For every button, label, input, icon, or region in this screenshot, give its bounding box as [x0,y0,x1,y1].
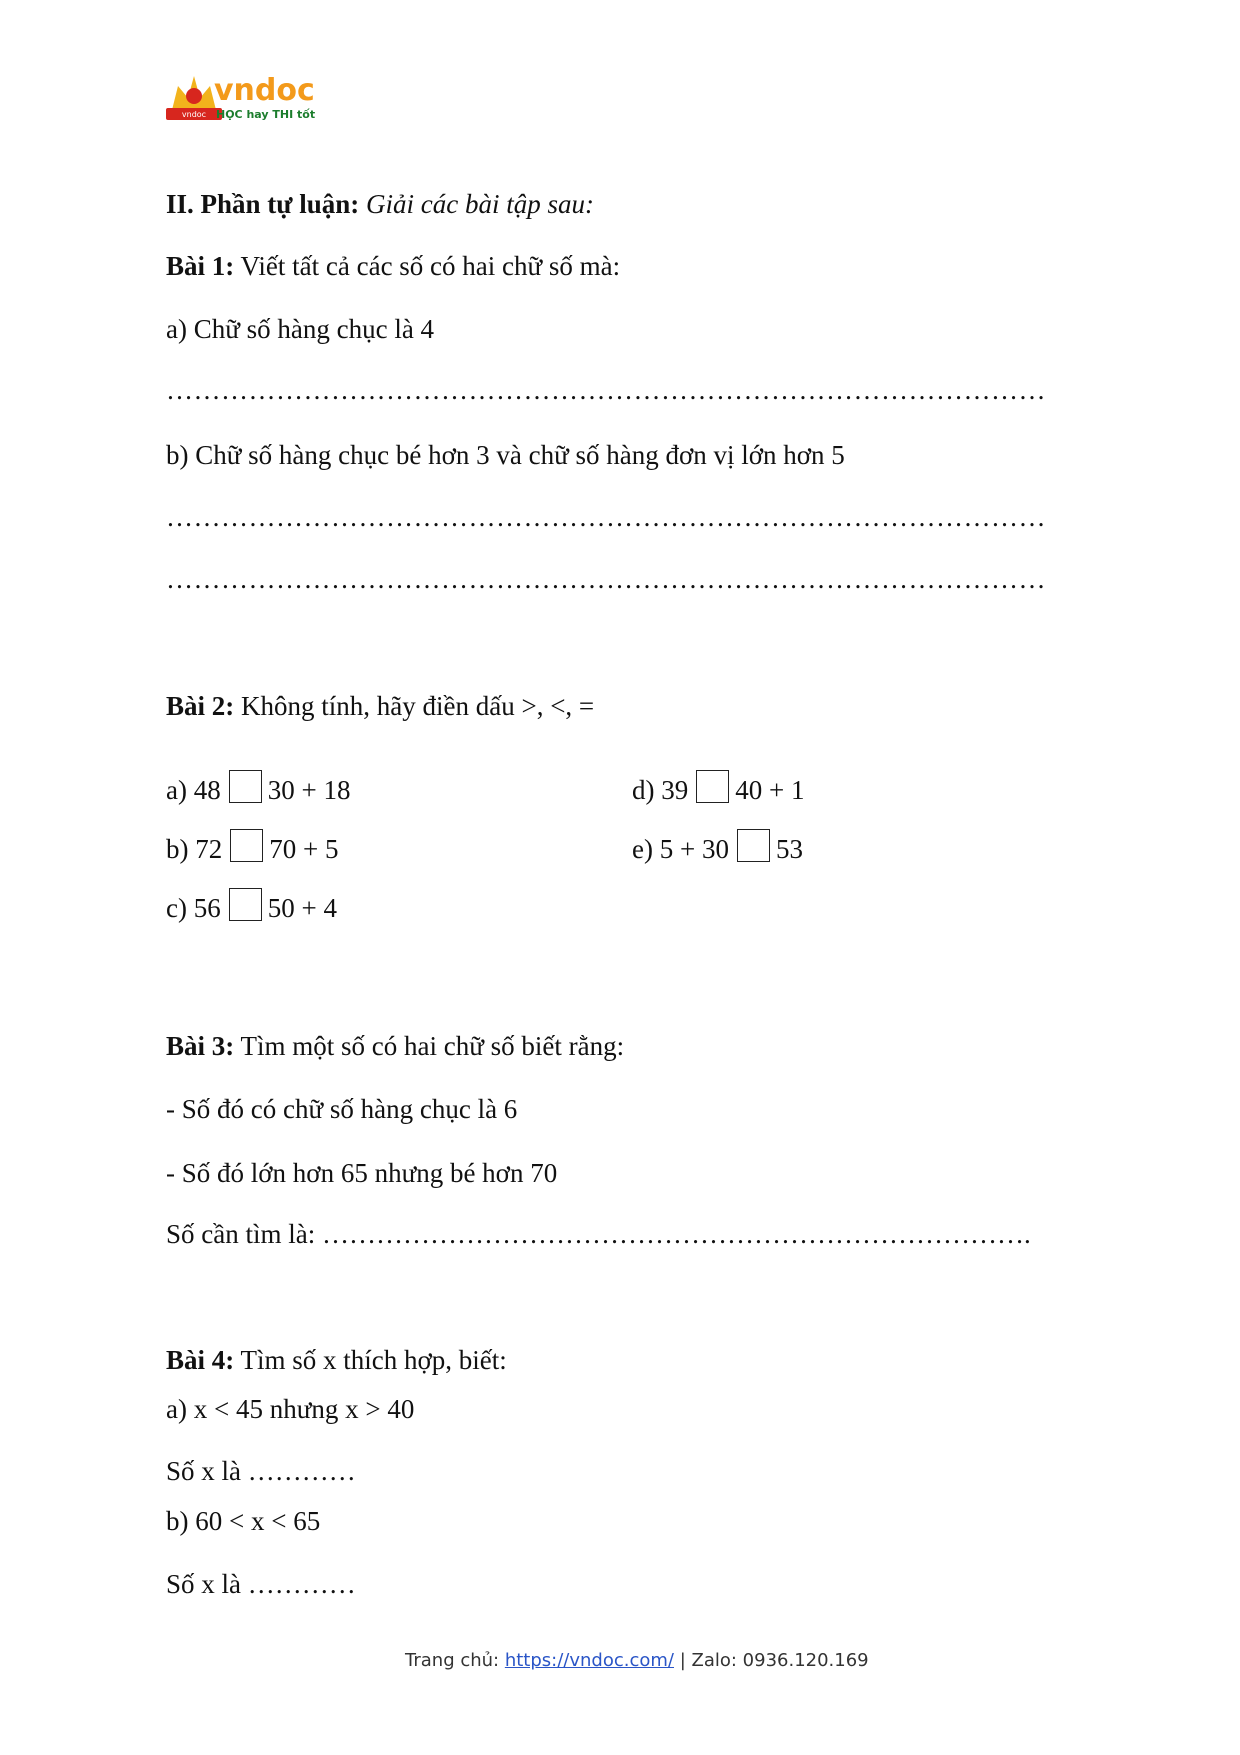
bai3-condition-2: - Số đó lớn hơn 65 nhưng bé hơn 70 [166,1158,558,1188]
bai4-part-a: a) x < 45 nhưng x > 40 [166,1394,415,1424]
footer-home-link[interactable]: https://vndoc.com/ [504,1650,674,1671]
bai4-label: Bài 4: [166,1345,235,1375]
footer-prefix: Trang chủ: [405,1650,505,1671]
footer-suffix: | Zalo: 0936.120.169 [674,1650,869,1671]
bai3-label: Bài 3: [166,1031,235,1061]
bai2-item-a [166,770,350,806]
bai1-answer-line-b1: …………………………………………………………………………………… [166,502,1046,532]
section-subtitle: Giải các bài tập sau: [366,189,594,219]
page-footer [405,1650,869,1671]
bai2-item-a-left: a) 48 [166,775,221,805]
answer-box-a[interactable] [229,770,262,803]
bai4-heading [166,1344,507,1376]
vndoc-logo[interactable] [166,70,316,126]
bai2-heading [166,690,594,722]
bai1-answer-line-a: …………………………………………………………………………………… [166,375,1046,405]
bai2-item-d-left: d) 39 [632,775,689,805]
bai4-answer-b: Số x là ………… [166,1569,356,1599]
bai2-item-a-right: 30 + 18 [267,775,351,805]
bai2-item-b-left: b) 72 [166,834,223,864]
answer-box-c[interactable] [229,888,262,921]
bai4-part-b: b) 60 < x < 65 [166,1506,321,1536]
bai2-item-e-left: e) 5 + 30 [632,834,729,864]
answer-box-b[interactable] [230,829,263,862]
bai1-answer-line-b2: …………………………………………………………………………………… [166,564,1046,594]
bai2-text: Không tính, hãy điền dấu >, <, = [241,691,595,721]
logo-brand-text: vndoc [214,73,315,108]
bai1-label: Bài 1: [166,251,235,281]
bai3-text: Tìm một số có hai chữ số biết rằng: [240,1031,625,1061]
bai3-condition-1: - Số đó có chữ số hàng chục là 6 [166,1094,518,1124]
bai3-heading [166,1030,624,1062]
bai1-part-b: b) Chữ số hàng chục bé hơn 3 và chữ số hàng đơn vị lớn hơn 5 [166,440,845,470]
bai2-item-d [632,770,804,806]
answer-box-d[interactable] [696,770,729,803]
bai4-answer-a: Số x là ………… [166,1456,356,1486]
bai2-item-e [632,829,803,865]
section-title: II. Phần tự luận: [166,189,360,219]
bai2-item-c [166,888,337,924]
bai2-label: Bài 2: [166,691,235,721]
bai3-answer-line: Số cần tìm là: ……………………………………………………………………. [166,1219,1031,1249]
answer-box-e[interactable] [737,829,770,862]
bai2-item-b-right: 70 + 5 [269,834,339,864]
bai2-item-b [166,829,338,865]
bai2-item-c-right: 50 + 4 [267,893,337,923]
bai2-item-d-right: 40 + 1 [735,775,805,805]
logo-emblem-icon [166,70,316,126]
bai4-text: Tìm số x thích hợp, biết: [240,1345,507,1375]
logo-tagline-text: HỌC hay THI tốt [216,108,316,121]
bai2-item-c-left: c) 56 [166,893,221,923]
section-heading [166,188,594,220]
bai1-text: Viết tất cả các số có hai chữ số mà: [240,251,621,281]
logo-badge-text: vndoc [181,110,207,119]
bai2-item-e-right: 53 [775,834,803,864]
bai1-part-a: a) Chữ số hàng chục là 4 [166,314,435,344]
bai1-heading [166,250,620,282]
